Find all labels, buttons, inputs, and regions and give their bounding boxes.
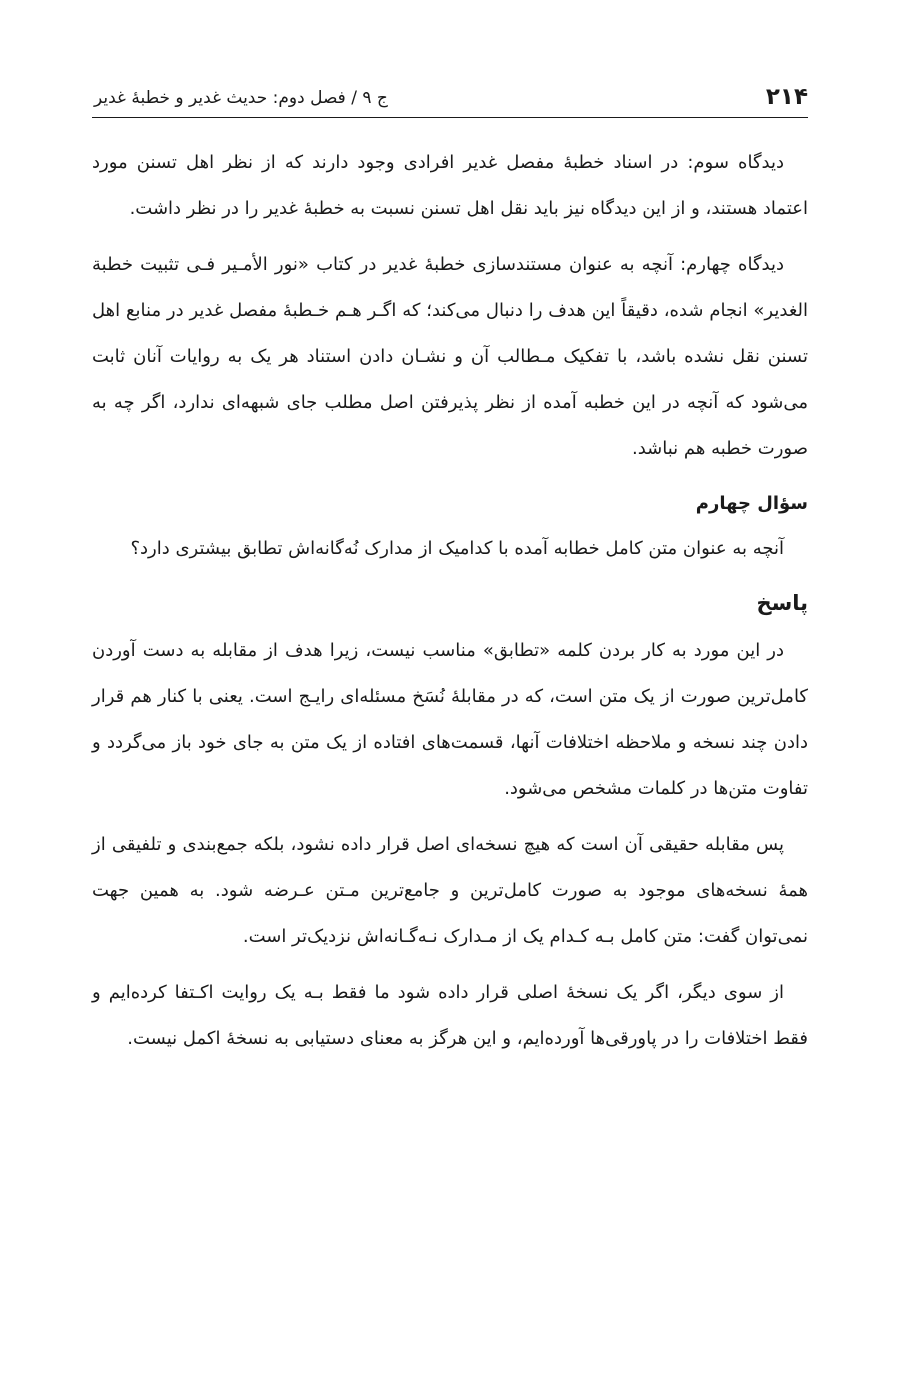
- body-text: [92, 140, 808, 1062]
- answer-paragraph-2: پس مقابله حقیقی آن است که هیچ نسخه‌ای اصل قرار داده نشود، بلکه جمع‌بندی و تلفیقی از همهٔ نسخه‌های موجود به صورت کامل‌ترین و جامع‌ترین مـتن عـرضه شود. به همین جهت نمی‌توان گفت: متن کامل بـه کـدام یک از مـدارک نـه‌گـانه‌اش نزدیک‌تر است.: [92, 834, 808, 947]
- question-heading: سؤال چهارم: [695, 493, 808, 514]
- running-title: ج ۹ / فصل دوم: حدیث غدیر و خطبهٔ غدیر: [94, 88, 388, 108]
- running-header: [92, 72, 808, 112]
- question-text: آنچه به عنوان متن کامل خطابه آمده با کدامیک از مدارک نُه‌گانه‌اش تطابق بیشتری دارد؟: [130, 538, 784, 559]
- answer-paragraph-3: از سوی دیگر، اگر یک نسخهٔ اصلی قرار داده شود ما فقط بـه یک روایت اکـتفا کرده‌ایم و فقط اختلافات را در پاورقی‌ها آورده‌ایم، و این هرگز به معنای دستیابی به نسخهٔ اکمل نیست.: [92, 982, 808, 1049]
- page-number: ۲۱۴: [765, 84, 808, 110]
- answer-heading: پاسخ: [756, 591, 808, 615]
- paragraph-perspective-three: دیدگاه سوم: در اسناد خطبهٔ مفصل غدیر افرادی وجود دارند که از نظر اهل تسنن مورد اعتماد هستند، و از این دیدگاه نیز باید نقل اهل تسنن نسبت به خطبهٔ غدیر را در نظر داشت.: [92, 152, 808, 219]
- paragraph-perspective-four: دیدگاه چهارم: آنچه به عنوان مستندسازی خطبهٔ غدیر در کتاب «نور الأمـیر فـی تثبیت خطبة الغدیر» انجام شده، دقیقاً این هدف را دنبال می‌کند؛ که اگـر هـم خـطبهٔ مفصل غدیر در منابع اهل تسنن نقل نشده باشد، با تفکیک مـطالب آن و نشـان دادن استناد هر یک به روایات آنان ثابت می‌شود که آنچه در این خطبه آمده از نظر پذیرفتن اصل مطلب جای شبهه‌ای ندارد، اگر چه به صورت خطبه هم نباشد.: [92, 254, 808, 459]
- answer-paragraph-1: در این مورد به کار بردن کلمه «تطابق» مناسب نیست، زیرا هدف از مقابله به دست آوردن کامل‌ترین صورت از یک متن است، که در مقابلهٔ نُسَخ مسئله‌ای رایـج است. یعنی با کنار هم قرار دادن چند نسخه و ملاحظه اختلافات آنها، قسمت‌های افتاده از یک متن به جای خود باز می‌گردد و تفاوت متن‌ها در کلمات مشخص می‌شود.: [92, 640, 808, 799]
- header-divider: [92, 117, 808, 118]
